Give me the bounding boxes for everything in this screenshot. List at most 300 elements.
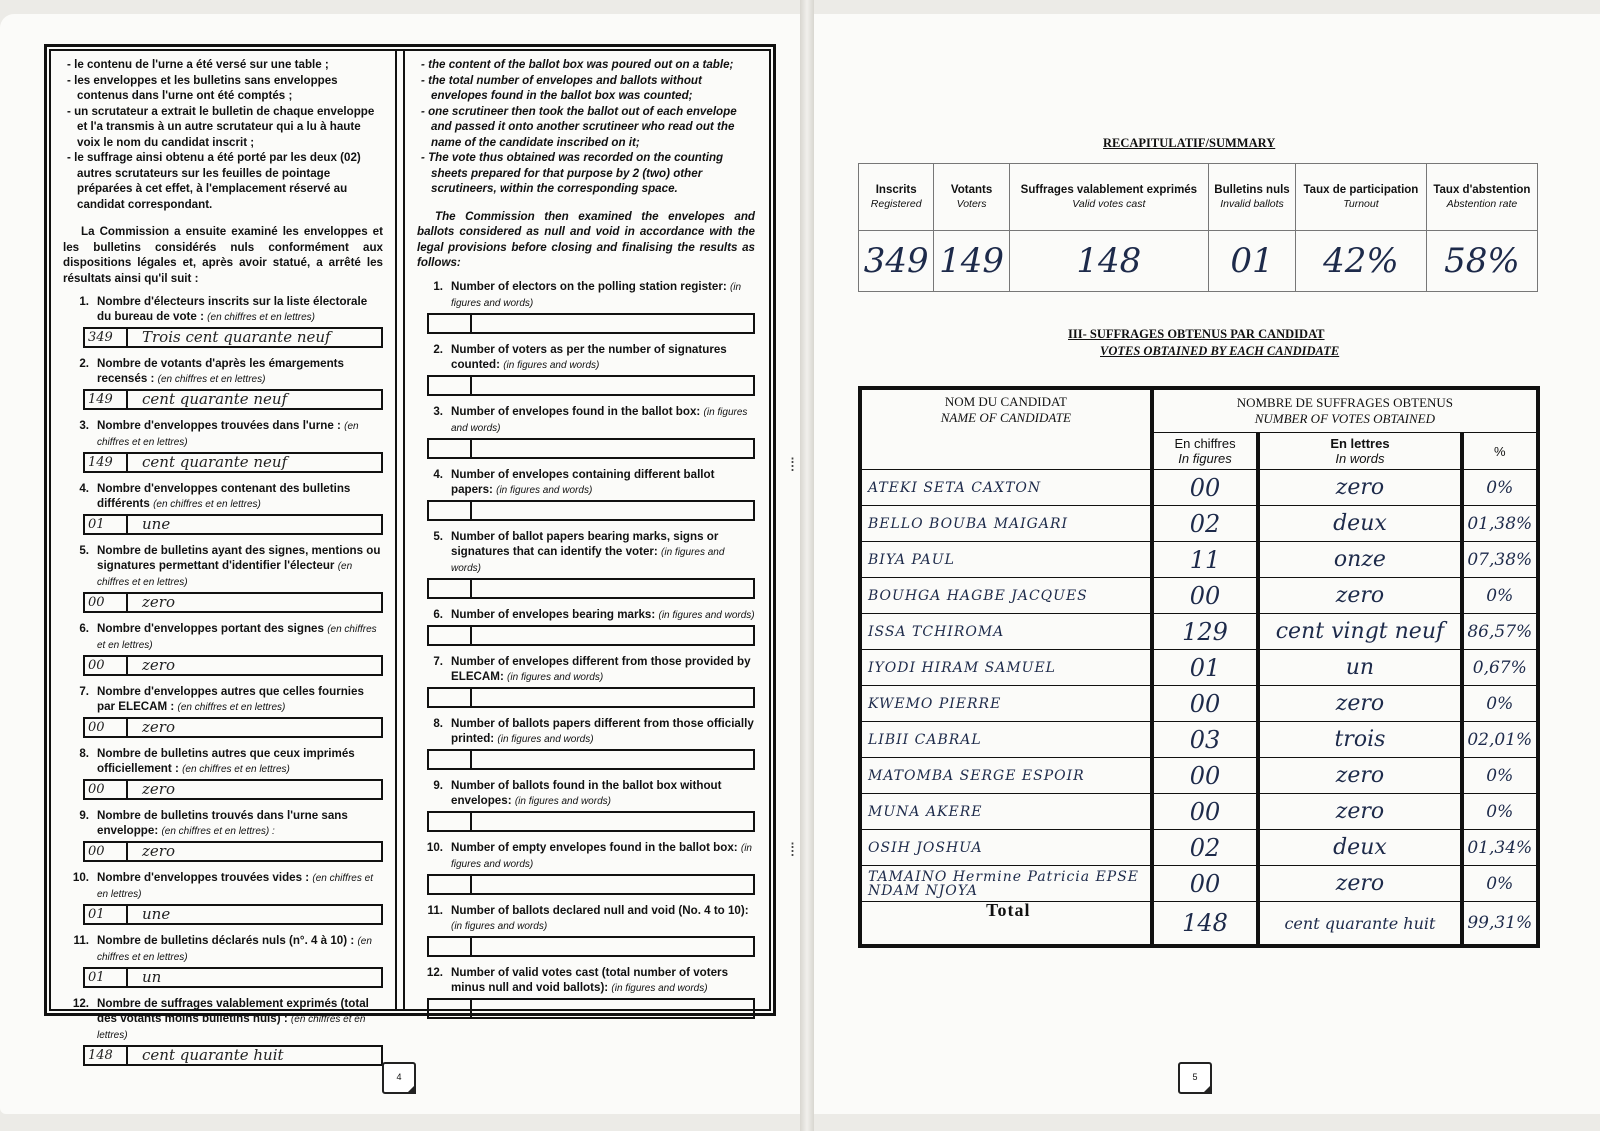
question-label: Nombre d'enveloppes autres que celles fournies par ELECAM : [97, 685, 364, 713]
question-label: Number of valid votes cast (total number of voters minus null and void ballots): [451, 965, 729, 994]
candidate-row [860, 470, 1538, 506]
candidate-name: TAMAINO Hermine Patricia EPSE NDAM NJOYA [860, 866, 1152, 902]
question-item [63, 746, 383, 800]
answer-box[interactable] [83, 514, 383, 535]
votes-in-figures: 03 [1152, 722, 1259, 758]
question-text [417, 279, 755, 311]
votes-in-words: deux [1258, 830, 1461, 866]
question-label: Number of envelopes bearing marks: [451, 607, 656, 621]
value-invalid-ballots: 01 [1208, 231, 1295, 292]
votes-percent: 0% [1462, 794, 1538, 830]
question-number: 7. [433, 654, 443, 668]
question-label: Number of ballot papers bearing marks, signs or signatures that can identify the voter: [451, 529, 719, 558]
question-label: Nombre de bulletins déclarés nuls (n°. 4 à 10) : [97, 934, 355, 947]
answer-box[interactable] [427, 578, 755, 599]
english-column [403, 51, 767, 1009]
question-text [417, 607, 755, 623]
question-label: Nombre de suffrages valablement exprimés (total des votants moins bulletins nuls) : [97, 997, 369, 1025]
question-label: Nombre d'électeurs inscrits sur la liste électorale du bureau de vote : [97, 295, 368, 323]
votes-in-words: zero [1258, 794, 1461, 830]
candidate-row [860, 650, 1538, 686]
candidate-results-table [858, 386, 1540, 948]
procedure-list-en [417, 57, 755, 197]
answer-words-field[interactable]: zero [142, 780, 175, 798]
candidate-name: ATEKI SETA CAXTON [860, 470, 1152, 506]
question-hint: (en chiffres et en lettres) [97, 624, 377, 651]
answer-words-field[interactable] [472, 938, 753, 955]
question-number: 7. [79, 685, 89, 698]
answer-words-field[interactable]: cent quarante neuf [142, 453, 288, 471]
question-item [417, 840, 755, 895]
question-item [417, 607, 755, 646]
answer-box[interactable] [427, 874, 755, 895]
question-text [417, 654, 755, 685]
question-label: Nombre d'enveloppes trouvées vides : [97, 871, 310, 884]
votes-percent: 0% [1462, 470, 1538, 506]
question-item [63, 294, 383, 348]
question-number: 8. [79, 747, 89, 760]
candidate-header-row [860, 388, 1538, 433]
votes-percent: 07,38% [1462, 542, 1538, 578]
question-text [63, 543, 383, 590]
question-label: Number of voters as per the number of signatures counted: [451, 342, 727, 371]
question-number: 2. [433, 342, 443, 356]
question-text [417, 404, 755, 436]
header-percent: % [1462, 433, 1538, 470]
votes-in-figures: 00 [1152, 686, 1259, 722]
answer-figures-field[interactable]: 148 [85, 1047, 128, 1064]
answer-words-field[interactable] [472, 580, 753, 597]
page-number-left: 4 [382, 1062, 416, 1094]
answer-figures-field[interactable]: 00 [85, 657, 128, 674]
answer-box[interactable] [427, 500, 755, 521]
question-label: Number of electors on the polling station register: [451, 279, 727, 293]
answer-box[interactable] [83, 967, 383, 988]
question-number: 3. [79, 419, 89, 432]
candidate-row [860, 686, 1538, 722]
question-hint: (en chiffres et en lettres) [97, 421, 359, 448]
question-text [63, 933, 383, 965]
question-hint: (en chiffres et en lettres) [157, 374, 266, 385]
votes-in-figures: 11 [1152, 542, 1259, 578]
french-column [51, 51, 397, 1064]
votes-percent: 02,01% [1462, 722, 1538, 758]
question-text [417, 342, 755, 373]
answer-box[interactable] [427, 749, 755, 770]
answer-words-field[interactable] [472, 627, 753, 644]
value-abstention: 58% [1426, 231, 1537, 292]
answer-words-field[interactable] [472, 813, 753, 830]
intro-paragraph-en: The Commission then examined the envelopes and ballots considered as null and void in accordance with the legal provisions before closing and finalising the results as follows: [417, 209, 755, 269]
question-label: Number of empty envelopes found in the ballot box: [451, 840, 738, 854]
answer-box[interactable] [83, 779, 383, 800]
question-hint: (en chiffres et en lettres) [97, 936, 372, 963]
question-item [417, 965, 755, 1019]
votes-in-figures: 00 [1152, 758, 1259, 794]
question-item [417, 778, 755, 832]
candidate-row [860, 794, 1538, 830]
answer-words-field[interactable]: une [142, 515, 171, 533]
answer-figures-field[interactable]: 00 [85, 843, 128, 860]
question-hint: (en chiffres et en lettres) [97, 561, 353, 588]
answer-figures-field[interactable] [429, 440, 472, 457]
question-label: Number of envelopes found in the ballot box: [451, 404, 701, 418]
question-hint: (in figures and words) [451, 920, 548, 932]
question-text [63, 418, 383, 450]
question-number: 3. [433, 404, 443, 418]
answer-words-field[interactable] [472, 1000, 753, 1017]
question-item [417, 529, 755, 599]
question-label: Nombre d'enveloppes trouvées dans l'urne : [97, 419, 341, 432]
answer-figures-field[interactable] [429, 502, 472, 519]
questions-fr [63, 294, 383, 1066]
answer-figures-field[interactable]: 01 [85, 906, 128, 923]
answer-box[interactable] [83, 592, 383, 613]
answer-box[interactable] [83, 841, 383, 862]
votes-in-figures: 02 [1152, 506, 1259, 542]
procedure-step: - The vote thus obtained was recorded on the counting sheets prepared for that purpose by 2 (two) other scrutineers, within the corresponding space. [417, 150, 755, 197]
answer-words-field[interactable] [472, 502, 753, 519]
answer-figures-field[interactable] [429, 627, 472, 644]
question-item [63, 356, 383, 410]
question-item [63, 684, 383, 738]
question-hint: (en chiffres et en lettres) [207, 312, 315, 323]
answer-figures-field[interactable] [429, 876, 472, 893]
question-item [417, 716, 755, 770]
candidate-rows [860, 470, 1538, 947]
question-text [417, 965, 755, 996]
votes-in-figures: 129 [1152, 614, 1259, 650]
question-hint: (en chiffres et en lettres) [97, 873, 373, 900]
answer-box[interactable] [427, 375, 755, 396]
answer-figures-field[interactable]: 00 [85, 781, 128, 798]
summary-header-row [859, 164, 1538, 231]
candidate-row [860, 578, 1538, 614]
header-registered: Inscrits Registered [859, 164, 934, 231]
question-number: 11. [427, 903, 443, 917]
question-label: Nombre de votants d'après les émargements recensés : [97, 357, 344, 385]
answer-box[interactable] [427, 625, 755, 646]
question-number: 8. [433, 716, 443, 730]
question-item [63, 418, 383, 473]
question-hint: (in figures and words) [451, 406, 748, 434]
question-text [63, 746, 383, 777]
answer-box[interactable] [83, 717, 383, 738]
candidate-name: MATOMBA SERGE ESPOIR [860, 758, 1152, 794]
answer-words-field[interactable]: zero [142, 718, 175, 736]
candidate-row [860, 614, 1538, 650]
question-hint: (in figures and words) [507, 671, 604, 683]
answer-figures-field[interactable]: 01 [85, 516, 128, 533]
header-in-figures: En chiffres In figures [1152, 433, 1259, 470]
question-text [63, 684, 383, 715]
answer-box[interactable] [83, 904, 383, 925]
question-item [417, 903, 755, 957]
question-item [63, 870, 383, 925]
answer-words-field[interactable]: une [142, 905, 171, 923]
votes-in-words: zero [1258, 866, 1461, 902]
votes-in-figures: 00 [1152, 578, 1259, 614]
question-label: Number of ballots papers different from those officially printed: [451, 716, 754, 745]
header-turnout: Taux de participation Turnout [1296, 164, 1427, 231]
header-invalid-ballots: Bulletins nuls Invalid ballots [1208, 164, 1295, 231]
answer-words-field[interactable] [472, 689, 753, 706]
answer-figures-field[interactable] [429, 751, 472, 768]
votes-percent: 01,38% [1462, 506, 1538, 542]
votes-in-words: zero [1258, 578, 1461, 614]
question-number: 5. [79, 544, 89, 557]
votes-percent: 0% [1462, 578, 1538, 614]
question-number: 10. [426, 840, 443, 854]
header-candidate-name: NOM DU CANDIDAT NAME OF CANDIDATE [860, 388, 1152, 470]
candidate-name: OSIH JOSHUA [860, 830, 1152, 866]
header-voters: Votants Voters [934, 164, 1009, 231]
question-hint: (in figures and words) [611, 982, 708, 994]
question-item [63, 808, 383, 862]
question-hint: (in figures and words) [496, 484, 593, 496]
question-label: Nombre d'enveloppes portant des signes [97, 622, 324, 635]
answer-box[interactable] [83, 389, 383, 410]
question-text [63, 356, 383, 387]
question-label: Nombre de bulletins ayant des signes, mentions ou signatures permettant d'identifier l'électeur [97, 544, 381, 572]
answer-box[interactable] [427, 936, 755, 957]
answer-words-field[interactable] [472, 315, 753, 332]
answer-figures-field[interactable] [429, 377, 472, 394]
question-label: Number of envelopes different from those provided by ELECAM: [451, 654, 751, 683]
question-label: Nombre de bulletins autres que ceux imprimés officiellement : [97, 747, 355, 775]
question-number: 5. [433, 529, 443, 543]
question-hint: (en chiffres et en lettres) [182, 764, 290, 775]
question-hint: (in figures and words) [451, 842, 752, 870]
question-hint: (en chiffres et en lettres) [153, 499, 261, 510]
summary-title: RECAPITULATIF/SUMMARY [1103, 136, 1276, 150]
answer-words-field[interactable]: cent quarante huit [142, 1046, 284, 1064]
question-number: 1. [433, 279, 443, 293]
votes-in-words: cent vingt neuf [1258, 614, 1461, 650]
question-text [417, 840, 755, 872]
answer-figures-field[interactable] [429, 315, 472, 332]
answer-box[interactable] [427, 998, 755, 1019]
procedure-step: - the total number of envelopes and ballots without envelopes found in the ballot box was counted; [417, 73, 755, 104]
procedure-list-fr [63, 57, 383, 212]
votes-in-words: zero [1258, 470, 1461, 506]
answer-words-field[interactable] [472, 751, 753, 768]
votes-in-figures: 00 [1152, 794, 1259, 830]
votes-in-figures: 00 [1152, 470, 1259, 506]
question-label: Nombre d'enveloppes contenant des bulletins différents [97, 482, 351, 510]
question-text [63, 481, 383, 512]
header-abstention: Taux d'abstention Abstention rate [1426, 164, 1537, 231]
bilingual-frame [44, 44, 776, 1064]
book-gutter [800, 0, 814, 1131]
answer-words-field[interactable]: zero [142, 842, 175, 860]
question-hint: (in figures and words) [497, 733, 594, 745]
answer-figures-field[interactable] [429, 689, 472, 706]
page-number-right: 5 [1178, 1062, 1212, 1094]
question-hint: (en chiffres et en lettres) [97, 1014, 366, 1041]
votes-percent: 0% [1462, 758, 1538, 794]
question-number: 11. [73, 934, 89, 947]
procedure-step: - les enveloppes et les bulletins sans enveloppes contenus dans l'urne ont été comptés ; [63, 73, 383, 104]
question-item [63, 996, 383, 1066]
question-number: 4. [433, 467, 443, 481]
answer-box[interactable] [83, 1045, 383, 1066]
question-item [63, 621, 383, 676]
procedure-step: - the content of the ballot box was poured out on a table; [417, 57, 755, 73]
candidate-row [860, 758, 1538, 794]
question-label: Nombre de bulletins trouvés dans l'urne sans enveloppe: [97, 809, 348, 837]
binding-staple-mark: ⁞ [790, 840, 796, 860]
question-hint: (in figures and words) [503, 359, 600, 371]
question-number: 6. [79, 622, 89, 635]
candidate-name: IYODI HIRAM SAMUEL [860, 650, 1152, 686]
answer-box[interactable] [427, 438, 755, 459]
question-item [417, 404, 755, 459]
votes-in-words: deux [1258, 506, 1461, 542]
answer-figures-field[interactable] [429, 580, 472, 597]
question-label: Number of envelopes containing different ballot papers: [451, 467, 715, 496]
question-text [63, 808, 383, 839]
answer-words-field[interactable] [472, 377, 753, 394]
candidates-section-title-en: VOTES OBTAINED BY EACH CANDIDATE [1100, 344, 1340, 358]
votes-percent: 01,34% [1462, 830, 1538, 866]
answer-figures-field[interactable]: 149 [85, 391, 128, 408]
summary-table [858, 163, 1538, 292]
votes-in-figures: 02 [1152, 830, 1259, 866]
answer-figures-field[interactable]: 349 [85, 329, 128, 346]
votes-in-figures: 01 [1152, 650, 1259, 686]
total-label: Total [860, 902, 1152, 947]
answer-words-field[interactable]: cent quarante neuf [142, 390, 288, 408]
procedure-step: - le contenu de l'urne a été versé sur une table ; [63, 57, 383, 73]
votes-in-words: onze [1258, 542, 1461, 578]
candidate-row [860, 506, 1538, 542]
procedure-step: - le suffrage ainsi obtenu a été porté par les deux (02) autres scrutateurs sur les feuilles de pointage préparées à cet effet, à l'emplacement réservé au candidat correspondant. [63, 150, 383, 212]
question-label: Number of ballots found in the ballot box without envelopes: [451, 778, 722, 807]
votes-in-figures: 00 [1152, 866, 1259, 902]
answer-figures-field[interactable]: 149 [85, 454, 128, 471]
question-text [63, 870, 383, 902]
votes-in-words: zero [1258, 758, 1461, 794]
answer-words-field[interactable]: zero [142, 656, 175, 674]
question-label: Number of ballots declared null and void (No. 4 to 10): [451, 903, 749, 917]
question-number: 2. [79, 357, 89, 370]
votes-in-words: trois [1258, 722, 1461, 758]
header-in-words: En lettres In words [1258, 433, 1461, 470]
question-number: 1. [79, 295, 89, 308]
question-number: 4. [79, 482, 89, 495]
binding-staple-mark: ⁞ [790, 455, 796, 475]
answer-box[interactable] [427, 687, 755, 708]
candidate-name: MUNA AKERE [860, 794, 1152, 830]
question-number: 9. [433, 778, 443, 792]
candidate-row [860, 542, 1538, 578]
question-text [63, 621, 383, 653]
answer-figures-field[interactable]: 00 [85, 719, 128, 736]
answer-words-field[interactable] [472, 876, 753, 893]
question-item [63, 543, 383, 613]
votes-percent: 0,67% [1462, 650, 1538, 686]
question-item [417, 279, 755, 334]
question-item [417, 654, 755, 708]
answer-words-field[interactable] [472, 440, 753, 457]
answer-words-field[interactable]: un [142, 968, 162, 986]
header-valid-votes: Suffrages valablement exprimés Valid votes cast [1009, 164, 1208, 231]
intro-paragraph-fr: La Commission a ensuite examiné les enveloppes et les bulletins considérés nuls conformément aux dispositions légales et, après avoir statué, a arrêté les résultats ainsi qu'il suit : [63, 225, 383, 285]
procedure-step: - one scrutineer then took the ballot out of each envelope and passed it onto another scrutineer who read out the name of the candidate inscribed on it; [417, 104, 755, 151]
total-figures: 148 [1152, 902, 1259, 947]
votes-percent: 0% [1462, 866, 1538, 902]
question-text [63, 294, 383, 325]
question-hint: (en chiffres et en lettres) : [161, 826, 275, 837]
question-number: 12. [72, 997, 89, 1010]
total-words: cent quarante huit [1258, 902, 1461, 947]
answer-box[interactable] [427, 313, 755, 334]
question-number: 9. [79, 809, 89, 822]
procedure-step: - un scrutateur a extrait le bulletin de chaque enveloppe et l'a transmis à un autre scrutateur qui a lu à haute voix le nom du candidat inscrit ; [63, 104, 383, 151]
candidate-name: BELLO BOUBA MAIGARI [860, 506, 1152, 542]
question-item [417, 467, 755, 521]
question-number: 10. [72, 871, 89, 884]
total-row [860, 902, 1538, 947]
votes-percent: 0% [1462, 686, 1538, 722]
question-hint: (in figures and words) [658, 609, 755, 621]
candidate-name: BOUHGA HAGBE JACQUES [860, 578, 1152, 614]
total-percent: 99,31% [1462, 902, 1538, 947]
value-registered: 349 [859, 231, 934, 292]
question-text [417, 529, 755, 576]
question-hint: (in figures and words) [514, 795, 611, 807]
value-valid-votes: 148 [1009, 231, 1208, 292]
answer-figures-field[interactable]: 01 [85, 969, 128, 986]
question-text [417, 467, 755, 498]
question-number: 12. [426, 965, 443, 979]
candidates-section-title-fr: III- SUFFRAGES OBTENUS PAR CANDIDAT [1068, 327, 1325, 341]
candidate-name: KWEMO PIERRE [860, 686, 1152, 722]
answer-box[interactable] [83, 655, 383, 676]
question-number: 6. [433, 607, 443, 621]
summary-value-row [859, 231, 1538, 292]
question-item [417, 342, 755, 396]
answer-box[interactable] [427, 811, 755, 832]
answer-box[interactable] [83, 452, 383, 473]
answer-words-field[interactable]: Trois cent quarante neuf [142, 328, 331, 346]
question-text [417, 903, 755, 934]
candidate-name: ISSA TCHIROMA [860, 614, 1152, 650]
value-voters: 149 [934, 231, 1009, 292]
votes-percent: 86,57% [1462, 614, 1538, 650]
header-votes-obtained: NOMBRE DE SUFFRAGES OBTENUS NUMBER OF VOTES OBTAINED [1152, 388, 1538, 433]
question-text [63, 996, 383, 1043]
answer-words-field[interactable]: zero [142, 593, 175, 611]
question-hint: (en chiffres et en lettres) [177, 702, 286, 713]
answer-box[interactable] [83, 327, 383, 348]
questions-en [417, 279, 755, 1019]
candidate-name: BIYA PAUL [860, 542, 1152, 578]
answer-figures-field[interactable] [429, 1000, 472, 1017]
value-turnout: 42% [1296, 231, 1427, 292]
question-item [63, 481, 383, 535]
question-text [417, 778, 755, 809]
question-text [417, 716, 755, 747]
answer-figures-field[interactable] [429, 938, 472, 955]
votes-in-words: zero [1258, 686, 1461, 722]
answer-figures-field[interactable] [429, 813, 472, 830]
answer-figures-field[interactable]: 00 [85, 594, 128, 611]
question-item [63, 933, 383, 988]
candidate-row [860, 830, 1538, 866]
question-hint: (in figures and words) [451, 281, 742, 309]
